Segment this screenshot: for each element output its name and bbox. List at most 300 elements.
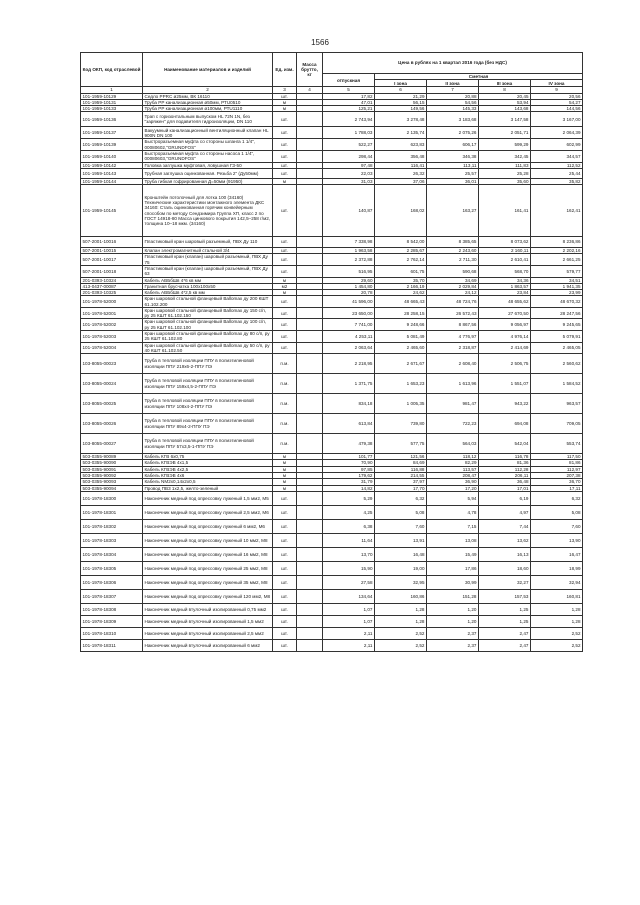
row-release-price: 101,77 <box>323 454 375 460</box>
row-code: 101-1959-10140 <box>81 150 143 162</box>
row-name: Наконечник медный втулочный изолированный 0,75 мм2 <box>143 603 273 615</box>
row-zone-4-price: 112,97 <box>531 466 583 472</box>
row-unit: п.м. <box>273 414 297 434</box>
header-code: Код ОКП, код отраслевой <box>81 53 143 87</box>
row-release-price: 22,03 <box>323 168 375 178</box>
row-zone-3-price: 2 414,69 <box>479 342 531 354</box>
row-zone-3-price: 2 160,11 <box>479 248 531 254</box>
row-zone-2-price: 5,94 <box>427 491 479 505</box>
row-unit: шт. <box>273 93 297 99</box>
row-mass <box>297 491 323 505</box>
row-mass <box>297 615 323 627</box>
row-zone-4-price: 162,41 <box>531 185 583 237</box>
row-unit: м <box>273 277 297 283</box>
row-zone-4-price: 2,52 <box>531 627 583 639</box>
row-zone-1-price: 24,62 <box>375 290 427 296</box>
row-zone-2-price: 163,27 <box>427 185 479 237</box>
row-release-price: 31,03 <box>323 178 375 184</box>
row-zone-2-price: 30,99 <box>427 575 479 589</box>
row-zone-2-price: 2,37 <box>427 627 479 639</box>
row-zone-3-price: 81,36 <box>479 460 531 466</box>
row-name: Наконечник медный втулочный изолированный 6 мм2 <box>143 639 273 651</box>
row-zone-3-price: 34,36 <box>479 277 531 283</box>
row-unit: шт. <box>273 561 297 575</box>
row-release-price: 2 218,95 <box>323 354 375 374</box>
table-row <box>81 307 583 319</box>
row-name: Кабель КГВЭВ 4х1,5 <box>143 460 273 466</box>
row-zone-1-price: 13,91 <box>375 533 427 547</box>
row-zone-4-price: 16,47 <box>531 547 583 561</box>
row-zone-4-price: 5 079,91 <box>531 331 583 343</box>
row-zone-4-price: 28 247,56 <box>531 307 583 319</box>
row-zone-3-price: 143,68 <box>479 106 531 112</box>
row-code: 101-1978-18302 <box>81 519 143 533</box>
row-zone-2-price: 4 776,97 <box>427 331 479 343</box>
table-row <box>81 168 583 178</box>
row-unit: м <box>273 454 297 460</box>
row-zone-3-price: 2,47 <box>479 627 531 639</box>
table-row <box>81 296 583 308</box>
row-name: Провод ПВ3 1х2,5, желто-зеленый <box>143 485 273 491</box>
row-mass <box>297 331 323 343</box>
table-row <box>81 603 583 615</box>
row-name: Наконечник медный под опрессовку луженый 1,5 мм2, М5 <box>143 491 273 505</box>
row-code: 101-1978-18304 <box>81 547 143 561</box>
row-zone-3-price: 2,47 <box>479 639 531 651</box>
row-unit: шт. <box>273 112 297 127</box>
row-zone-4-price: 709,05 <box>531 414 583 434</box>
row-code: 503-0355-90094 <box>81 485 143 491</box>
row-mass <box>297 561 323 575</box>
row-zone-2-price: 2 075,26 <box>427 127 479 139</box>
row-name: Кран шаровой стальной фланцевый Ballomax ду 50 с/п, ру 40 КШТ 61.102.50 <box>143 342 273 354</box>
row-release-price: 13,70 <box>323 547 375 561</box>
row-name: Наконечник медный под опрессовку луженый 10 мм2, М8 <box>143 533 273 547</box>
row-zone-3-price: 23,84 <box>479 290 531 296</box>
row-release-price: 97,48 <box>323 162 375 168</box>
row-zone-4-price: 20,56 <box>531 93 583 99</box>
row-release-price: 134,64 <box>323 589 375 603</box>
row-zone-4-price: 5,08 <box>531 505 583 519</box>
row-zone-1-price: 48 665,43 <box>375 296 427 308</box>
row-unit: м <box>273 99 297 105</box>
row-zone-3-price: 599,29 <box>479 139 531 151</box>
row-release-price: 298,44 <box>323 150 375 162</box>
row-code: 101-1978-18300 <box>81 491 143 505</box>
row-zone-1-price: 28 258,15 <box>375 307 427 319</box>
row-mass <box>297 307 323 319</box>
row-unit: шт. <box>273 589 297 603</box>
row-zone-4-price: 2,52 <box>531 639 583 651</box>
row-name: Труба PP канализационная ø100мм, РТU1110 <box>143 106 273 112</box>
table-row <box>81 434 583 454</box>
row-zone-4-price: 2 661,25 <box>531 254 583 266</box>
row-unit: шт. <box>273 296 297 308</box>
row-code: 101-1978-18301 <box>81 505 143 519</box>
column-number: 8 <box>479 87 531 93</box>
row-zone-3-price: 206,11 <box>479 473 531 479</box>
row-zone-1-price: 26,32 <box>375 168 427 178</box>
row-release-price: 31,79 <box>323 479 375 485</box>
table-row <box>81 491 583 505</box>
table-row <box>81 127 583 139</box>
row-zone-4-price: 2 560,62 <box>531 354 583 374</box>
column-number: 3 <box>273 87 297 93</box>
row-zone-1-price: 56,15 <box>375 99 427 105</box>
row-name: Кабель АВБбШв 4*2,5 кв мм <box>143 290 273 296</box>
row-release-price: 6,38 <box>323 519 375 533</box>
row-mass <box>297 505 323 519</box>
row-release-price: 14,82 <box>323 485 375 491</box>
row-zone-3-price: 1 863,57 <box>479 283 531 289</box>
row-zone-3-price: 6,19 <box>479 491 531 505</box>
row-code: 101-1978-52001 <box>81 307 143 319</box>
row-zone-2-price: 2 243,60 <box>427 248 479 254</box>
row-name: Кран шаровой стальной фланцевый Ballomax ду 150 с/п, ру 25 КШТ 61.102.150 <box>143 307 273 319</box>
row-zone-1-price: 35,70 <box>375 277 427 283</box>
row-zone-2-price: 7,15 <box>427 519 479 533</box>
row-release-price: 23 650,00 <box>323 307 375 319</box>
row-unit: шт. <box>273 547 297 561</box>
row-zone-2-price: 113,57 <box>427 466 479 472</box>
row-zone-4-price: 2 465,05 <box>531 342 583 354</box>
row-zone-4-price: 160,81 <box>531 589 583 603</box>
row-zone-1-price: 121,56 <box>375 454 427 460</box>
table-row <box>81 589 583 603</box>
row-zone-3-price: 53,94 <box>479 99 531 105</box>
row-zone-3-price: 1 551,07 <box>479 374 531 394</box>
row-code: 101-1978-18306 <box>81 575 143 589</box>
row-zone-4-price: 32,94 <box>531 575 583 589</box>
row-unit: шт. <box>273 505 297 519</box>
row-zone-4-price: 1,28 <box>531 603 583 615</box>
row-zone-3-price: 35,60 <box>479 178 531 184</box>
row-zone-1-price: 19,00 <box>375 561 427 575</box>
row-name: Труба PP канализационная ø50мм, РТU0510 <box>143 99 273 105</box>
row-zone-3-price: 7,44 <box>479 519 531 533</box>
row-release-price: 7 741,00 <box>323 319 375 331</box>
row-code: 101-1959-10139 <box>81 139 143 151</box>
row-name: Кабель КГВЭВ 4х6 <box>143 473 273 479</box>
row-zone-3-price: 9 056,97 <box>479 319 531 331</box>
row-zone-2-price: 25,57 <box>427 168 479 178</box>
row-release-price: 7 338,98 <box>323 237 375 248</box>
row-release-price: 29,60 <box>323 277 375 283</box>
row-code: 101-1978-18308 <box>81 603 143 615</box>
row-unit: шт. <box>273 248 297 254</box>
row-zone-1-price: 2 285,67 <box>375 248 427 254</box>
row-code: 101-1959-10129 <box>81 93 143 99</box>
row-zone-3-price: 16,13 <box>479 547 531 561</box>
row-unit: м <box>273 466 297 472</box>
row-mass <box>297 434 323 454</box>
row-zone-3-price: 943,22 <box>479 394 531 414</box>
row-zone-3-price: 13,62 <box>479 533 531 547</box>
row-release-price: 834,18 <box>323 394 375 414</box>
row-zone-2-price: 2 608,40 <box>427 354 479 374</box>
row-unit: м <box>273 479 297 485</box>
row-name: Трап с горизонтальным выпуском HL 72N 1N, без "заряжен" для подавителя гидроизоляции, DN 110 <box>143 112 273 127</box>
row-code: 103-8055-00026 <box>81 414 143 434</box>
row-zone-2-price: 54,56 <box>427 99 479 105</box>
row-code: 201-0393-10325 <box>81 290 143 296</box>
row-zone-1-price: 17,70 <box>375 485 427 491</box>
row-code: 101-1978-18305 <box>81 561 143 575</box>
row-name: Наконечник медный под опрессовку луженый 25 мм2, М8 <box>143 561 273 575</box>
header-unit: Ед. изм. <box>273 53 297 87</box>
row-release-price: 2,11 <box>323 627 375 639</box>
row-unit: м <box>273 460 297 466</box>
table-row <box>81 561 583 575</box>
row-name: Труба в тепловой изоляции ППУ в полиэтиленовой изоляции ППУ 57х3,5-1-ППУ ПЭ <box>143 434 273 454</box>
row-unit: шт. <box>273 265 297 277</box>
row-zone-1-price: 5 081,49 <box>375 331 427 343</box>
row-zone-2-price: 8 385,65 <box>427 237 479 248</box>
row-unit: м <box>273 473 297 479</box>
row-zone-1-price: 1 653,23 <box>375 374 427 394</box>
row-zone-2-price: 8 867,56 <box>427 319 479 331</box>
row-release-price: 41 596,00 <box>323 296 375 308</box>
row-release-price: 2 743,94 <box>323 112 375 127</box>
row-name: Кабель NM2х0,14х2х0,5 <box>143 479 273 485</box>
row-zone-2-price: 3 183,68 <box>427 112 479 127</box>
row-zone-1-price: 9 248,66 <box>375 319 427 331</box>
row-zone-1-price: 32,95 <box>375 575 427 589</box>
row-zone-4-price: 2 064,39 <box>531 127 583 139</box>
table-row <box>81 237 583 248</box>
row-zone-1-price: 356,48 <box>375 150 427 162</box>
row-zone-3-price: 157,53 <box>479 589 531 603</box>
row-zone-2-price: 36,90 <box>427 479 479 485</box>
row-unit: м <box>273 178 297 184</box>
row-code: 503-0355-90093 <box>81 479 143 485</box>
row-name: Кабель АВБбШв 4*6 кв мм <box>143 277 273 283</box>
row-zone-2-price: 13,08 <box>427 533 479 547</box>
price-table-body <box>81 93 583 651</box>
column-number: 2 <box>143 87 273 93</box>
row-zone-2-price: 2 029,84 <box>427 283 479 289</box>
row-zone-3-price: 17,01 <box>479 485 531 491</box>
row-release-price: 1,07 <box>323 615 375 627</box>
row-zone-2-price: 1,20 <box>427 603 479 615</box>
row-zone-1-price: 168,02 <box>375 185 427 237</box>
row-code: 101-1959-10145 <box>81 185 143 237</box>
row-unit: шт. <box>273 575 297 589</box>
row-zone-4-price: 48 670,32 <box>531 296 583 308</box>
row-name: Труба в тепловой изоляции ППУ в полиэтиленовой изоляции ППУ 219х6-2-ППУ ПЭ <box>143 354 273 374</box>
row-zone-3-price: 4 976,14 <box>479 331 531 343</box>
table-row <box>81 547 583 561</box>
row-release-price: 1 454,80 <box>323 283 375 289</box>
row-unit: м <box>273 290 297 296</box>
row-release-price: 97,85 <box>323 466 375 472</box>
column-number: 7 <box>427 87 479 93</box>
row-unit: шт. <box>273 127 297 139</box>
table-row <box>81 150 583 162</box>
row-zone-1-price: 2 465,60 <box>375 342 427 354</box>
row-zone-1-price: 2 671,67 <box>375 354 427 374</box>
row-zone-1-price: 37,06 <box>375 178 427 184</box>
row-code: 507-2001-10017 <box>81 254 143 266</box>
row-zone-3-price: 542,04 <box>479 434 531 454</box>
row-unit: шт. <box>273 615 297 627</box>
row-zone-2-price: 113,11 <box>427 162 479 168</box>
row-zone-3-price: 1,25 <box>479 615 531 627</box>
row-name: Труба в тепловой изоляции ППУ в полиэтиленовой изоляции ППУ 89х4-2-ППУ ПЭ <box>143 414 273 434</box>
row-zone-3-price: 32,27 <box>479 575 531 589</box>
row-name: Наконечник медный втулочный изолированный 2,5 мм2 <box>143 627 273 639</box>
row-zone-1-price: 149,56 <box>375 106 427 112</box>
row-code: 101-1959-10137 <box>81 127 143 139</box>
header-zone-3: III зона <box>479 80 531 87</box>
row-code: 507-2001-10015 <box>81 248 143 254</box>
row-name: Труба гибкая гофрированная Д=50мм (91950) <box>143 178 273 184</box>
row-zone-2-price: 151,28 <box>427 589 479 603</box>
table-row <box>81 319 583 331</box>
table-row <box>81 615 583 627</box>
row-zone-2-price: 26 572,43 <box>427 307 479 319</box>
row-unit: шт. <box>273 533 297 547</box>
row-release-price: 613,84 <box>323 414 375 434</box>
row-zone-4-price: 13,90 <box>531 533 583 547</box>
row-zone-4-price: 963,57 <box>531 394 583 414</box>
row-zone-1-price: 5,08 <box>375 505 427 519</box>
row-release-price: 47,01 <box>323 99 375 105</box>
row-zone-4-price: 3 167,00 <box>531 112 583 127</box>
row-name: Вакуумный канализационный вентиляционный клапан HL 900N DN 100 <box>143 127 273 139</box>
row-name: Труба в тепловой изоляции ППУ в полиэтиленовой изоляции ППУ 159х4,5-2-ППУ ПЭ <box>143 374 273 394</box>
row-code: 101-1959-10143 <box>81 168 143 178</box>
row-name: Кронштейн потолочный для лотка 100 (34160) Технические характеристики монтажного элемента ДКС 34160: Сталь оцинкованная горячим конвейерным способом по методу Сендзимира Группа ХП, класс 2 по ГОСТ 14918-80 Масса цинкового покрытия 142,5–258 г/м2, толщина 10–18 мкм. (34160) <box>143 185 273 237</box>
row-release-price: 140,87 <box>323 185 375 237</box>
row-name: Пластиковый кран (клапан) шаровый разъемный, ПВХ Ду 63 <box>143 265 273 277</box>
row-release-price: 4 253,11 <box>323 331 375 343</box>
row-zone-4-price: 81,86 <box>531 460 583 466</box>
row-code: 101-1959-10133 <box>81 106 143 112</box>
row-mass <box>297 627 323 639</box>
price-table <box>80 52 583 652</box>
row-zone-1-price: 8 542,00 <box>375 237 427 248</box>
row-mass <box>297 185 323 237</box>
row-unit: шт. <box>273 519 297 533</box>
row-zone-3-price: 116,78 <box>479 454 531 460</box>
row-zone-3-price: 112,28 <box>479 466 531 472</box>
header-name: Наименование материалов и изделий <box>143 53 273 87</box>
row-mass <box>297 354 323 374</box>
table-row <box>81 354 583 374</box>
row-zone-3-price: 568,70 <box>479 265 531 277</box>
row-zone-4-price: 34,51 <box>531 277 583 283</box>
row-unit: м <box>273 485 297 491</box>
header-zone-1: I зона <box>375 80 427 87</box>
row-release-price: 1 371,75 <box>323 374 375 394</box>
row-mass <box>297 342 323 354</box>
row-zone-3-price: 20,45 <box>479 93 531 99</box>
table-row <box>81 374 583 394</box>
row-name: Наконечник медный втулочный изолированный 1,5 мм2 <box>143 615 273 627</box>
row-release-price: 179,62 <box>323 473 375 479</box>
table-row <box>81 414 583 434</box>
row-mass <box>297 319 323 331</box>
row-mass <box>297 374 323 394</box>
row-mass <box>297 414 323 434</box>
header-price-group: Цена в рублях на 1 квартал 2016 года (без НДС) <box>323 53 583 74</box>
table-row <box>81 627 583 639</box>
row-zone-1-price: 2,52 <box>375 627 427 639</box>
row-name: Гранитная брусчатка 100х100х50 <box>143 283 273 289</box>
row-code: 101-1978-52003 <box>81 331 143 343</box>
row-unit: шт. <box>273 319 297 331</box>
row-zone-2-price: 1 613,96 <box>427 374 479 394</box>
row-zone-1-price: 1 005,35 <box>375 394 427 414</box>
row-name: Кран шаровой стальной фланцевый Ballomax ду 200 КШТ 61.102.200 <box>143 296 273 308</box>
row-release-price: 17,82 <box>323 93 375 99</box>
row-release-price: 1,07 <box>323 603 375 615</box>
row-zone-4-price: 112,52 <box>531 162 583 168</box>
row-release-price: 125,21 <box>323 106 375 112</box>
row-name: Трубная заглушка оцинкованная. Резьба 2" (Ду50мм) <box>143 168 273 178</box>
row-zone-2-price: 346,38 <box>427 150 479 162</box>
row-release-price: 2,11 <box>323 639 375 651</box>
row-code: 413-0437-00087 <box>81 283 143 289</box>
row-name: Кабель КГВЭВ 4х2,5 <box>143 466 273 472</box>
row-zone-1-price: 84,69 <box>375 460 427 466</box>
row-code: 103-8055-00025 <box>81 394 143 414</box>
row-mass <box>297 639 323 651</box>
row-zone-3-price: 18,60 <box>479 561 531 575</box>
row-zone-2-price: 34,69 <box>427 277 479 283</box>
row-release-price: 15,90 <box>323 561 375 575</box>
row-zone-1-price: 3 278,48 <box>375 112 427 127</box>
row-zone-3-price: 36,48 <box>479 479 531 485</box>
row-zone-1-price: 116,41 <box>375 162 427 168</box>
table-row <box>81 342 583 354</box>
row-release-price: 20,78 <box>323 290 375 296</box>
row-mass <box>297 547 323 561</box>
row-zone-3-price: 3 147,58 <box>479 112 531 127</box>
row-zone-1-price: 2 135,74 <box>375 127 427 139</box>
row-zone-1-price: 2,52 <box>375 639 427 651</box>
table-row <box>81 639 583 651</box>
row-zone-2-price: 15,49 <box>427 547 479 561</box>
header-release-price: отпускная <box>323 74 375 87</box>
row-unit: шт. <box>273 603 297 615</box>
row-zone-1-price: 21,29 <box>375 93 427 99</box>
row-code: 103-8055-00023 <box>81 354 143 374</box>
row-zone-3-price: 8 073,62 <box>479 237 531 248</box>
row-zone-1-price: 577,75 <box>375 434 427 454</box>
row-zone-4-price: 36,70 <box>531 479 583 485</box>
row-zone-2-price: 2,37 <box>427 639 479 651</box>
row-unit: шт. <box>273 307 297 319</box>
row-code: 101-1978-18303 <box>81 533 143 547</box>
row-zone-4-price: 1 941,35 <box>531 283 583 289</box>
row-code: 101-1959-10136 <box>81 112 143 127</box>
column-number: 9 <box>531 87 583 93</box>
row-zone-2-price: 145,33 <box>427 106 479 112</box>
row-zone-4-price: 18,99 <box>531 561 583 575</box>
row-unit: шт. <box>273 342 297 354</box>
row-zone-4-price: 553,74 <box>531 434 583 454</box>
row-zone-3-price: 111,83 <box>479 162 531 168</box>
row-zone-1-price: 2 762,14 <box>375 254 427 266</box>
row-zone-2-price: 208,47 <box>427 473 479 479</box>
row-zone-4-price: 7,60 <box>531 519 583 533</box>
row-zone-1-price: 214,55 <box>375 473 427 479</box>
row-zone-4-price: 344,57 <box>531 150 583 162</box>
row-zone-4-price: 1,28 <box>531 615 583 627</box>
row-code: 507-2001-10018 <box>81 265 143 277</box>
